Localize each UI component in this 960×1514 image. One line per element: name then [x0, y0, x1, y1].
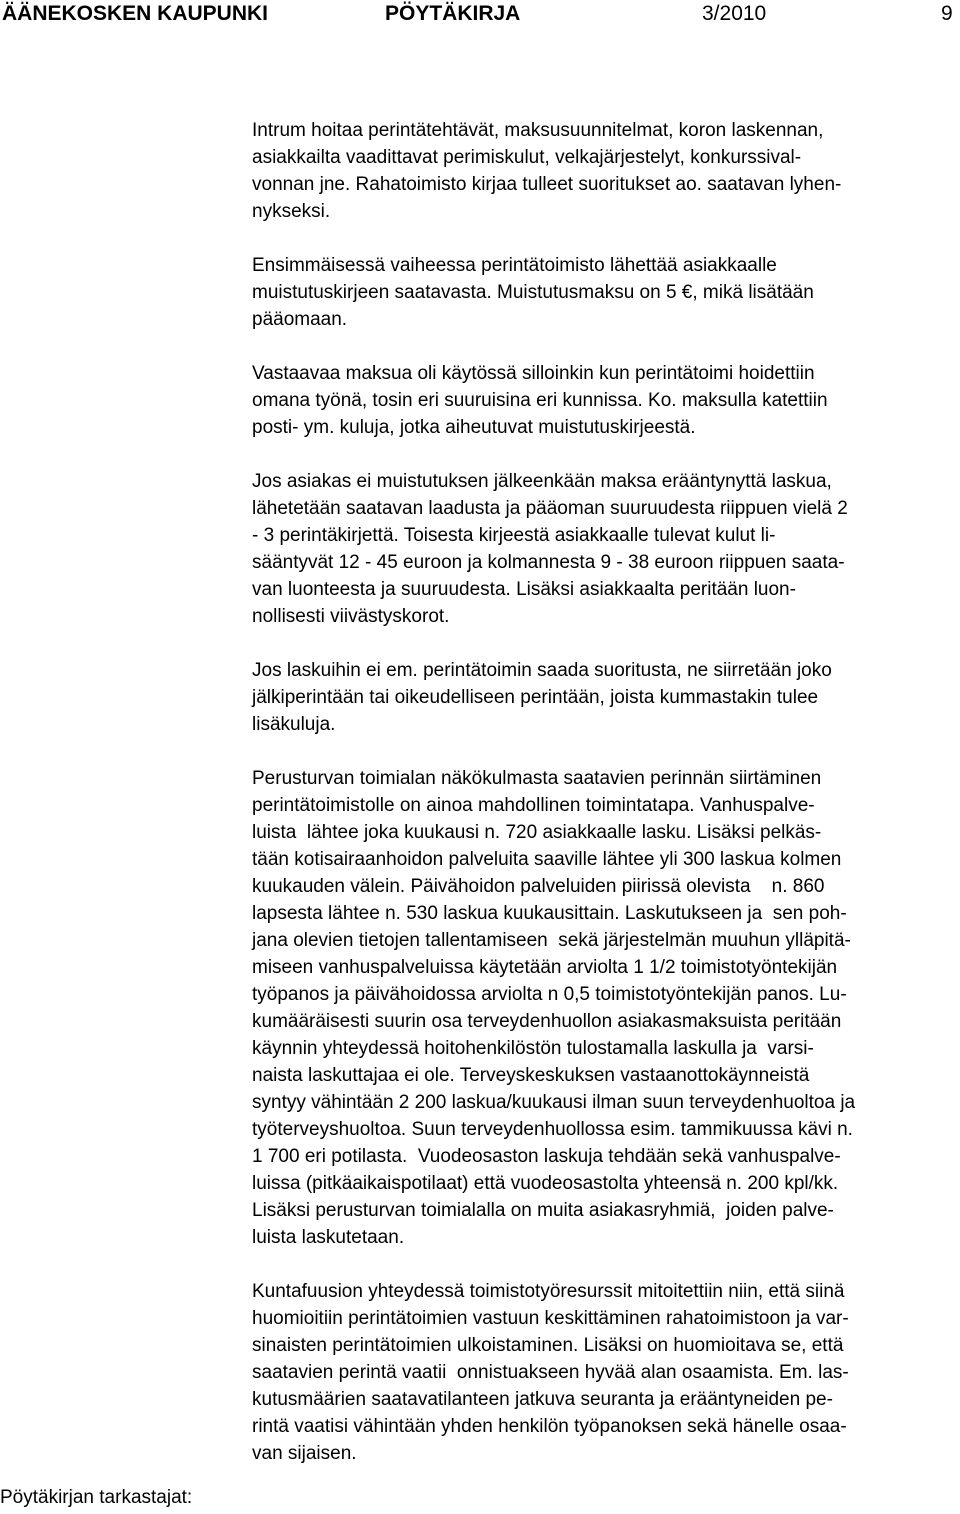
text-line: käynnin yhteydessä hoitohenkilöstön tulostamalla laskulla ja varsi-	[252, 1038, 814, 1059]
text-line: luissa (pitkäaikaispotilaat) että vuodeosastolta yhteensä n. 200 kpl/kk.	[252, 1173, 839, 1194]
text-line: lisäkuluja.	[252, 714, 336, 735]
text-line: Jos laskuihin ei em. perintätoimin saada suoritusta, ne siirretään joko	[252, 660, 832, 681]
paragraph	[252, 468, 958, 630]
text-line: muistutuskirjeen saatavasta. Muistutusmaksu on 5 €, mikä lisätään	[252, 282, 814, 303]
text-line: Perusturvan toimialan näkökulmasta saatavien perinnän siirtäminen	[252, 768, 822, 789]
text-line: Vastaavaa maksua oli käytössä silloinkin kun perintätoimi hoidettiin	[252, 363, 815, 384]
text-line: miseen vanhuspalveluissa käytetään arviolta 1 1/2 toimistotyöntekijän	[252, 957, 838, 978]
text-line: jälkiperintään tai oikeudelliseen perintään, joista kummastakin tulee	[252, 687, 819, 708]
text-line: vonnan jne. Rahatoimisto kirjaa tulleet suoritukset ao. saatavan lyhen-	[252, 174, 842, 195]
text-line: Kuntafuusion yhteydessä toimistotyöresurssit mitoitettiin niin, että siinä	[252, 1281, 845, 1302]
text-line: nykseksi.	[252, 201, 331, 222]
text-line: lapsesta lähtee n. 530 laskua kuukausittain. Laskutukseen ja sen poh-	[252, 903, 847, 924]
reviewers-label: Pöytäkirjan tarkastajat:	[0, 1487, 193, 1508]
page-header	[0, 0, 960, 30]
text-line: sinaisten perintätoimien ulkoistaminen. Lisäksi on huomioitava se, että	[252, 1335, 844, 1356]
text-line: pääomaan.	[252, 309, 348, 330]
document-number: 3/2010	[702, 2, 767, 25]
text-line: työterveyshuoltoa. Suun terveydenhuollossa esim. tammikuussa kävi n.	[252, 1119, 853, 1140]
text-line: Lisäksi perusturvan toimialalla on muita asiakasryhmiä, joiden palve-	[252, 1200, 834, 1221]
text-line: kumääräisesti suurin osa terveydenhuollon asiakasmaksuista peritään	[252, 1011, 842, 1032]
text-line: posti- ym. kuluja, jotka aiheutuvat muistutuskirjeestä.	[252, 417, 696, 438]
text-line: omana työnä, tosin eri suuruisina eri kunnissa. Ko. maksulla katettiin	[252, 390, 828, 411]
paragraph	[252, 117, 958, 225]
paragraph	[252, 657, 958, 738]
paragraph	[252, 1278, 958, 1467]
text-line: rintä vaatisi vähintään yhden henkilön työpanoksen sekä hänelle osaa-	[252, 1416, 847, 1437]
text-line: jana olevien tietojen tallentamiseen sekä järjestelmän muuhun ylläpitä-	[252, 930, 851, 951]
text-line: työpanos ja päivähoidossa arviolta n 0,5 toimistotyöntekijän panos. Lu-	[252, 984, 847, 1005]
text-line: lähetetään saatavan laadusta ja pääoman suuruudesta riippuen vielä 2	[252, 498, 848, 519]
text-line: nollisesti viivästyskorot.	[252, 606, 450, 627]
text-line: Intrum hoitaa perintätehtävät, maksusuunnitelmat, koron laskennan,	[252, 120, 824, 141]
text-line: huomioitiin perintätoimien vastuun keskittäminen rahatoimistoon ja var-	[252, 1308, 849, 1329]
text-line: kuukauden välein. Päivähoidon palveluiden piirissä olevista n. 860	[252, 876, 825, 897]
paragraph	[252, 252, 958, 333]
text-line: sääntyvät 12 - 45 euroon ja kolmannesta 9 - 38 euroon riippuen saata-	[252, 552, 845, 573]
paragraph	[252, 765, 958, 1251]
text-line: luista laskutetaan.	[252, 1227, 405, 1248]
text-line: van luonteesta ja suuruudesta. Lisäksi asiakkaalta peritään luon-	[252, 579, 796, 600]
paragraph	[252, 360, 958, 441]
text-line: kutusmäärien saatavatilanteen jatkuva seuranta ja erääntyneiden pe-	[252, 1389, 833, 1410]
text-line: asiakkailta vaadittavat perimiskulut, velkajärjestelyt, konkurssival-	[252, 147, 802, 168]
text-line: - 3 perintäkirjettä. Toisesta kirjeestä asiakkaalle tulevat kulut li-	[252, 525, 776, 546]
document-body	[252, 117, 958, 1494]
text-line: Ensimmäisessä vaiheessa perintätoimisto lähettää asiakkaalle	[252, 255, 777, 276]
text-line: naista laskuttajaa ei ole. Terveyskeskuksen vastaanottokäynneistä	[252, 1065, 810, 1086]
page-number: 9	[941, 2, 953, 25]
organization-name: ÄÄNEKOSKEN KAUPUNKI	[2, 2, 269, 25]
document-type: PÖYTÄKIRJA	[385, 2, 521, 25]
text-line: luista lähtee joka kuukausi n. 720 asiakkaalle lasku. Lisäksi pelkäs-	[252, 822, 822, 843]
text-line: perintätoimistolle on ainoa mahdollinen toimintatapa. Vanhuspalve-	[252, 795, 815, 816]
text-line: 1 700 eri potilasta. Vuodeosaston laskuja tehdään sekä vanhuspalve-	[252, 1146, 841, 1167]
text-line: van sijaisen.	[252, 1443, 357, 1464]
text-line: saatavien perintä vaatii onnistuakseen hyvää alan osaamista. Em. las-	[252, 1362, 849, 1383]
text-line: tään kotisairaanhoidon palveluita saaville lähtee yli 300 laskua kolmen	[252, 849, 842, 870]
text-line: Jos asiakas ei muistutuksen jälkeenkään maksa erääntynyttä laskua,	[252, 471, 832, 492]
text-line: syntyy vähintään 2 200 laskua/kuukausi ilman suun terveydenhuoltoa ja	[252, 1092, 856, 1113]
